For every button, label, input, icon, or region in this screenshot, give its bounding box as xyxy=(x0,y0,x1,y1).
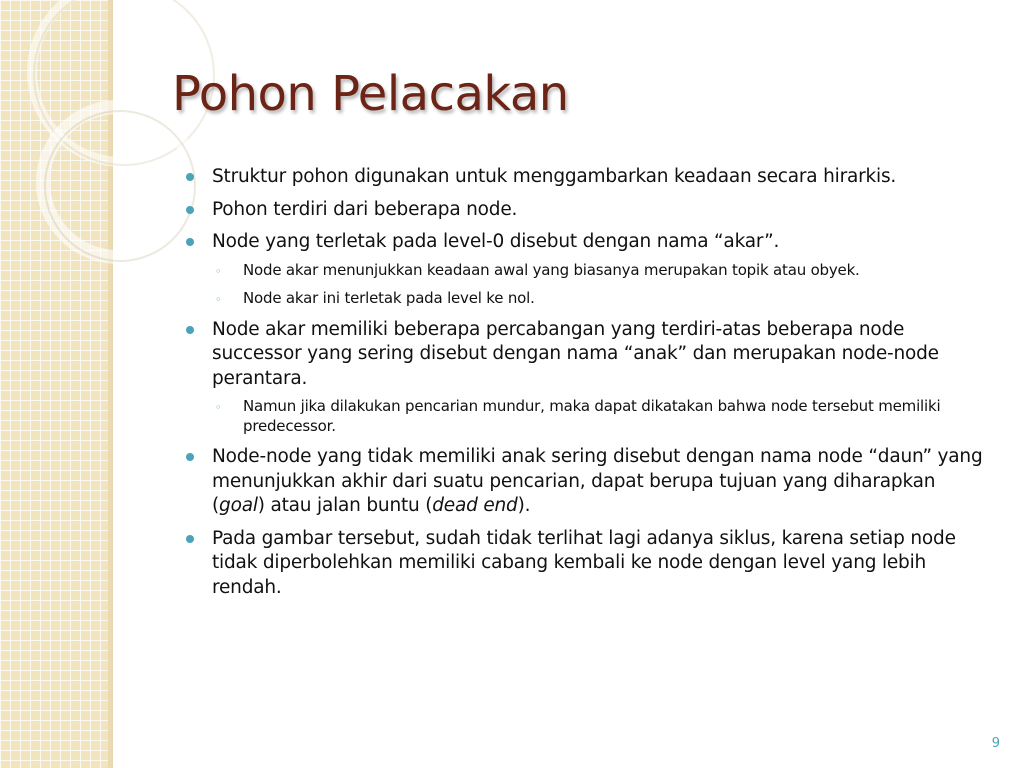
bullet-item xyxy=(186,527,986,601)
decorative-ring-small-shadow xyxy=(45,111,195,261)
sub-bullet-group xyxy=(186,261,986,309)
slide-content xyxy=(186,165,986,608)
bullet-text: Pada gambar tersebut, sudah tidak terlihat lagi adanya siklus, karena setiap node tidak diperbolehkan memiliki cabang kembali ke node dengan level yang lebih rendah. xyxy=(212,527,956,598)
bullet-text-part: ). xyxy=(517,495,531,516)
sub-bullet-list xyxy=(186,261,986,309)
sub-bullet-item xyxy=(186,397,986,436)
sub-bullet-list xyxy=(186,397,986,436)
sub-bullet-item xyxy=(186,289,986,309)
bullet-text-part: ) atau jalan buntu ( xyxy=(257,495,433,516)
bullet-dot-icon xyxy=(186,453,194,461)
bullet-dot-icon xyxy=(186,206,194,214)
bullet-dot-icon xyxy=(186,535,194,543)
ring-bullet-icon: ◦ xyxy=(215,401,222,414)
sub-bullet-item xyxy=(186,261,986,281)
bullet-text: Node akar memiliki beberapa percabangan yang terdiri-atas beberapa node successor yang sering disebut dengan nama “anak” dan merupakan node-node perantara. xyxy=(212,318,939,389)
sub-bullet-text: Namun jika dilakukan pencarian mundur, maka dapat dikatakan bahwa node tersebut memiliki predecessor. xyxy=(243,397,941,435)
bullet-list xyxy=(186,165,986,600)
page-number: 9 xyxy=(991,736,1000,751)
dead-end-term: dead end xyxy=(432,495,518,516)
bullet-text: Node yang terletak pada level-0 disebut dengan nama “akar”. xyxy=(212,231,780,252)
bullet-dot-icon xyxy=(186,173,194,181)
goal-term: goal xyxy=(219,495,258,516)
bullet-item xyxy=(186,230,986,255)
ring-bullet-icon: ◦ xyxy=(215,264,222,278)
bullet-item xyxy=(186,445,986,519)
ring-bullet-icon: ◦ xyxy=(215,293,222,306)
sub-bullet-group xyxy=(186,397,986,436)
sub-bullet-text: Node akar ini terletak pada level ke nol. xyxy=(243,289,535,307)
slide-title: Pohon Pelacakan xyxy=(172,66,569,122)
sub-bullet-text: Node akar menunjukkan keadaan awal yang biasanya merupakan topik atau obyek. xyxy=(243,260,860,279)
bullet-item xyxy=(186,165,986,190)
bullet-text: Struktur pohon digunakan untuk menggambarkan keadaan secara hirarkis. xyxy=(212,166,897,187)
bullet-dot-icon xyxy=(186,326,194,334)
bullet-text: Pohon terdiri dari beberapa node. xyxy=(212,198,518,220)
bullet-dot-icon xyxy=(186,238,194,246)
bullet-text-part: Node-node yang tidak memiliki anak sering disebut dengan nama node “daun” yang menunjukkan akhir dari suatu pencarian, dapat berupa tujuan yang diharapkan ( xyxy=(212,446,983,516)
bullet-item xyxy=(186,318,986,392)
bullet-text xyxy=(212,446,983,516)
bullet-item xyxy=(186,198,986,223)
